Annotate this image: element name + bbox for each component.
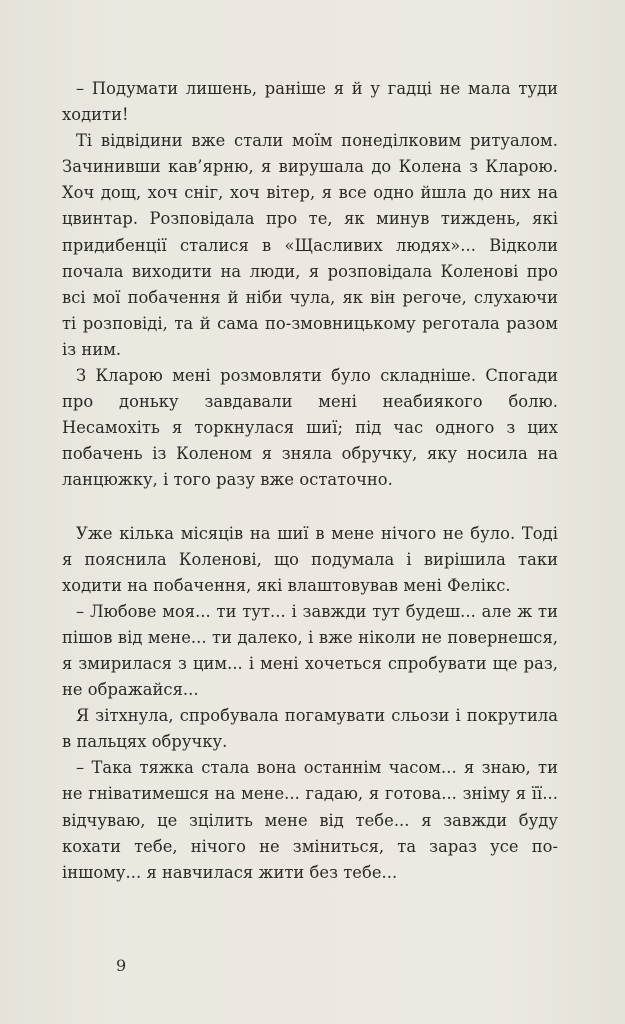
section-gap bbox=[62, 494, 558, 521]
paragraph-7: – Така тяжка стала вона останнім часом... я знаю, ти не гніватимешся на мене... гадаю, я готова... зніму я її... відчуваю, це зцілить мене від тебе... я завжди буду кохати тебе, нічого не зміниться, та зараз усе по-іншому... я навчилася жити без тебе... bbox=[62, 758, 558, 882]
paragraph-5: – Любове моя... ти тут... і завжди тут будеш... але ж ти пішов від мене... ти далеко, і вже ніколи не повернешся, я змирилася з цим... і мені хочеться спробувати ще раз, не ображайся... bbox=[62, 601, 558, 700]
paragraph-4: Уже кілька місяців на шиї в мене нічого не було. Тоді я пояснила Коленові, що подумала і вирішила таки ходити на побачення, які влаштовував мені Фелікс. bbox=[62, 523, 558, 595]
page-body-text bbox=[62, 76, 558, 886]
paragraph-2: Ті відвідини вже стали моїм понеділковим ритуалом. Зачинивши кав’ярню, я вирушала до Колена з Кларою. Хоч дощ, хоч сніг, хоч вітер, я все одно йшла до них на цвинтар. Розповідала про те, як минув тиждень, які придибенції сталися в «Щасливих людях»... Відколи почала виходити на люди, я розповідала Коленові про всі мої побачення й ніби чула, як він регоче, слухаючи ті розповіді, та й сама по-змовницькому реготала разом із ним. bbox=[62, 131, 558, 359]
paragraph-1: – Подумати лишень, раніше я й у гадці не мала туди ходити! bbox=[62, 79, 558, 125]
paragraph-3: З Кларою мені розмовляти було складніше. Спогади про доньку завдавали мені неабиякого болю. Несамохіть я торкнулася шиї; під час одного з цих побачень із Коленом я зняла обручку, яку носила на ланцюжку, і того разу вже остаточно. bbox=[62, 366, 558, 490]
page-number: 9 bbox=[116, 956, 127, 975]
paragraph-6: Я зітхнула, спробувала погамувати сльози і покрутила в пальцях обручку. bbox=[62, 706, 558, 752]
